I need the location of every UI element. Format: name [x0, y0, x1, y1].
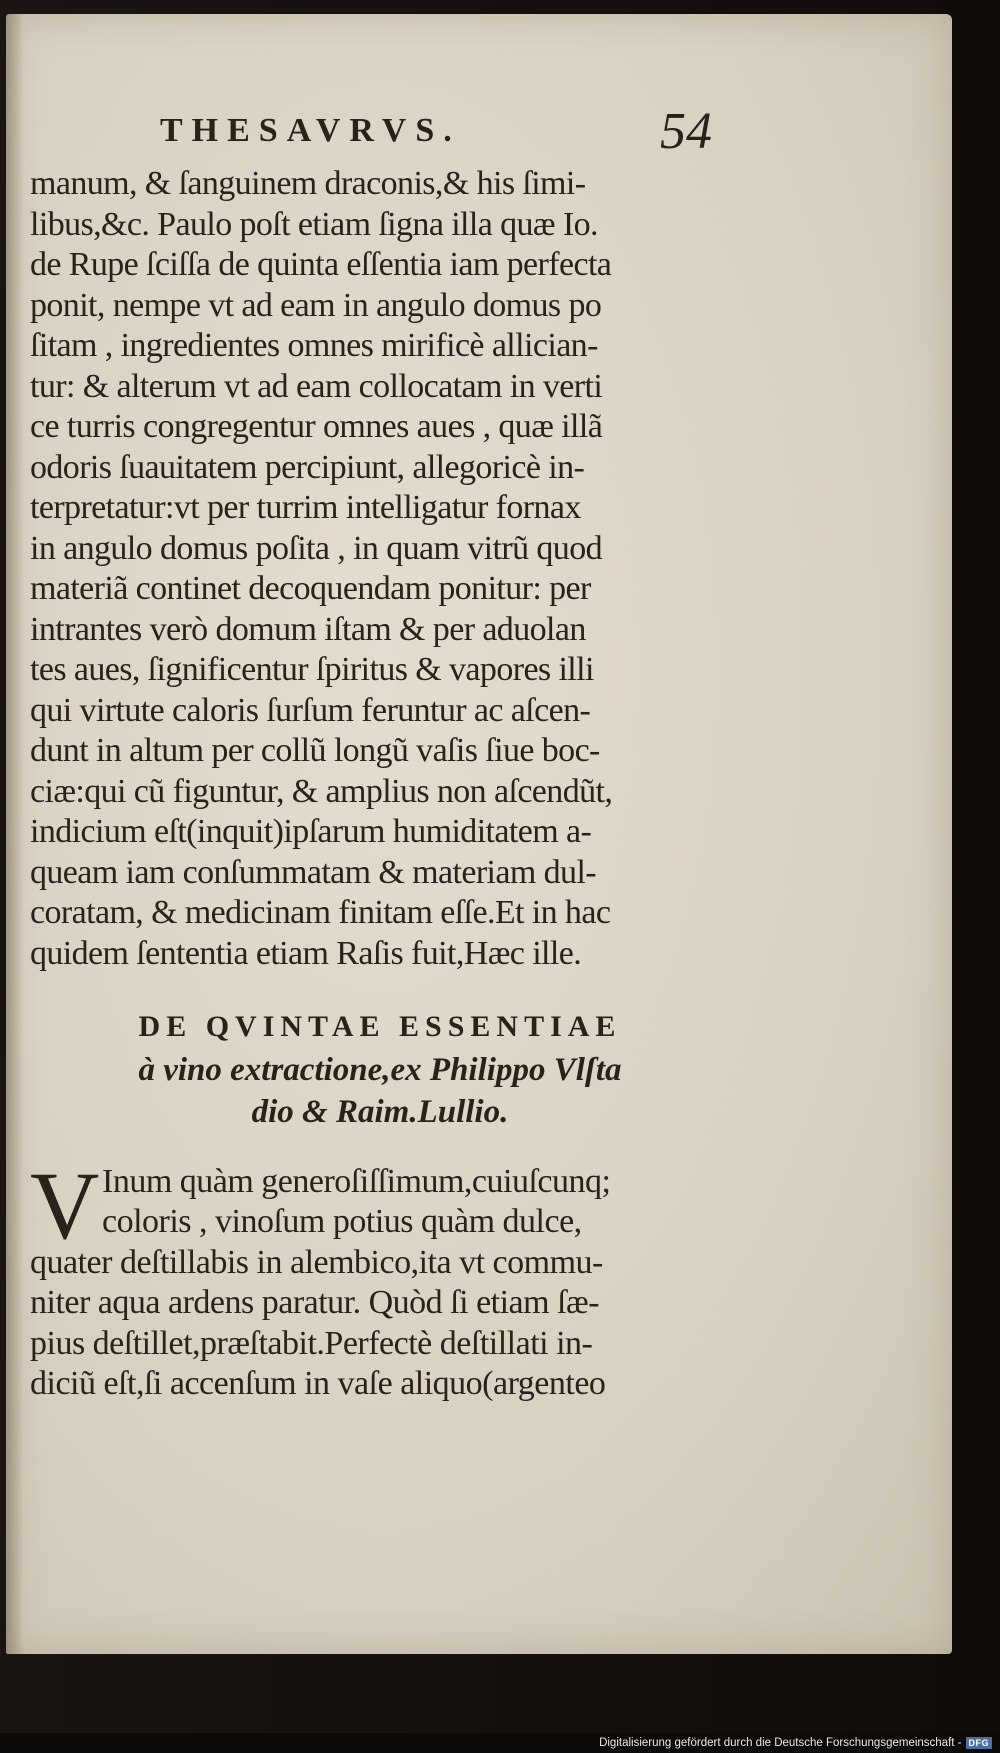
- section-heading: [60, 1005, 700, 1133]
- body-text: [30, 164, 710, 974]
- body-line: dunt in altum per collũ longũ vaſis ſiue boc-: [30, 732, 600, 769]
- body-line: ciæ:qui cũ figuntur, & amplius non aſcendũt,: [30, 772, 613, 810]
- drop-cap: V: [30, 1152, 100, 1259]
- paragraph-line: Inum quàm generoſiſſimum,cuiuſcunq;: [102, 1163, 611, 1200]
- body-line: qui virtute caloris ſurſum feruntur ac aſcen-: [30, 691, 591, 729]
- body-line: quidem ſententia etiam Raſis fuit,Hæc ille.: [30, 934, 582, 972]
- body-line: tur: & alterum vt ad eam collocatam in verti: [30, 367, 603, 405]
- running-head: THESAVRVS.: [160, 112, 461, 149]
- paragraph-line: quater deſtillabis in alembico,ita vt commu-: [30, 1244, 603, 1281]
- body-line: ponit, nempe vt ad eam in angulo domus po: [30, 286, 602, 324]
- body-line: manum, & ſanguinem draconis,& his ſimi-: [30, 165, 586, 202]
- paragraph-line: diciũ eſt,ſi accenſum in vaſe aliquo(argenteo: [30, 1365, 606, 1402]
- paragraph-line: coloris , vinoſum potius quàm dulce,: [102, 1203, 582, 1240]
- page-number: 54: [660, 103, 712, 160]
- body-line: coratam, & medicinam finitam eſſe.Et in hac: [30, 894, 611, 931]
- body-line: indicium eſt(inquit)ipſarum humiditatem a-: [30, 813, 592, 850]
- digitization-credit: [599, 1737, 992, 1749]
- body-line: libus,&c. Paulo poſt etiam ſigna illa quæ Io.: [30, 205, 598, 243]
- body-line: in angulo domus poſita , in quam vitrũ quod: [30, 529, 602, 567]
- body-line: tes aues, ſignificentur ſpiritus & vapores illi: [30, 651, 594, 688]
- page-header: [160, 103, 720, 168]
- body-line: intrantes verò domum iſtam & per aduolan: [30, 610, 586, 648]
- body-line: materiã continet decoquendam ponitur: per: [30, 570, 591, 607]
- credit-text: Digitalisierung gefördert durch die Deutsche Forschungsgemeinschaft -: [599, 1737, 962, 1749]
- section-heading-line-3: dio & Raim.Lullio.: [251, 1094, 509, 1130]
- paragraph-line: niter aqua ardens paratur. Quòd ſi etiam ſæ-: [30, 1284, 600, 1321]
- body-line: de Rupe ſciſſa de quinta eſſentia iam perfecta: [30, 246, 612, 283]
- body-line: ce turris congregentur omnes aues , quæ illã: [30, 408, 603, 445]
- section-heading-line-2: à vino extractione,ex Philippo Vlſta: [138, 1052, 622, 1088]
- body-line: queam iam conſummatam & materiam dul-: [30, 853, 597, 891]
- body-line: terpretatur:vt per turrim intelligatur fornax: [30, 489, 581, 526]
- page-gutter-shadow: [6, 14, 24, 1654]
- section-heading-caps: DE QVINTAE ESSENTIAE: [138, 1010, 622, 1043]
- body-line: odoris ſuauitatem percipiunt, allegoricè in-: [30, 448, 585, 486]
- dfg-logo: DFG: [966, 1737, 993, 1749]
- paragraph-line: pius deſtillet,præſtabit.Perfectè deſtillati in-: [30, 1325, 593, 1362]
- body-line: ſitam , ingredientes omnes mirificè allician-: [30, 327, 598, 364]
